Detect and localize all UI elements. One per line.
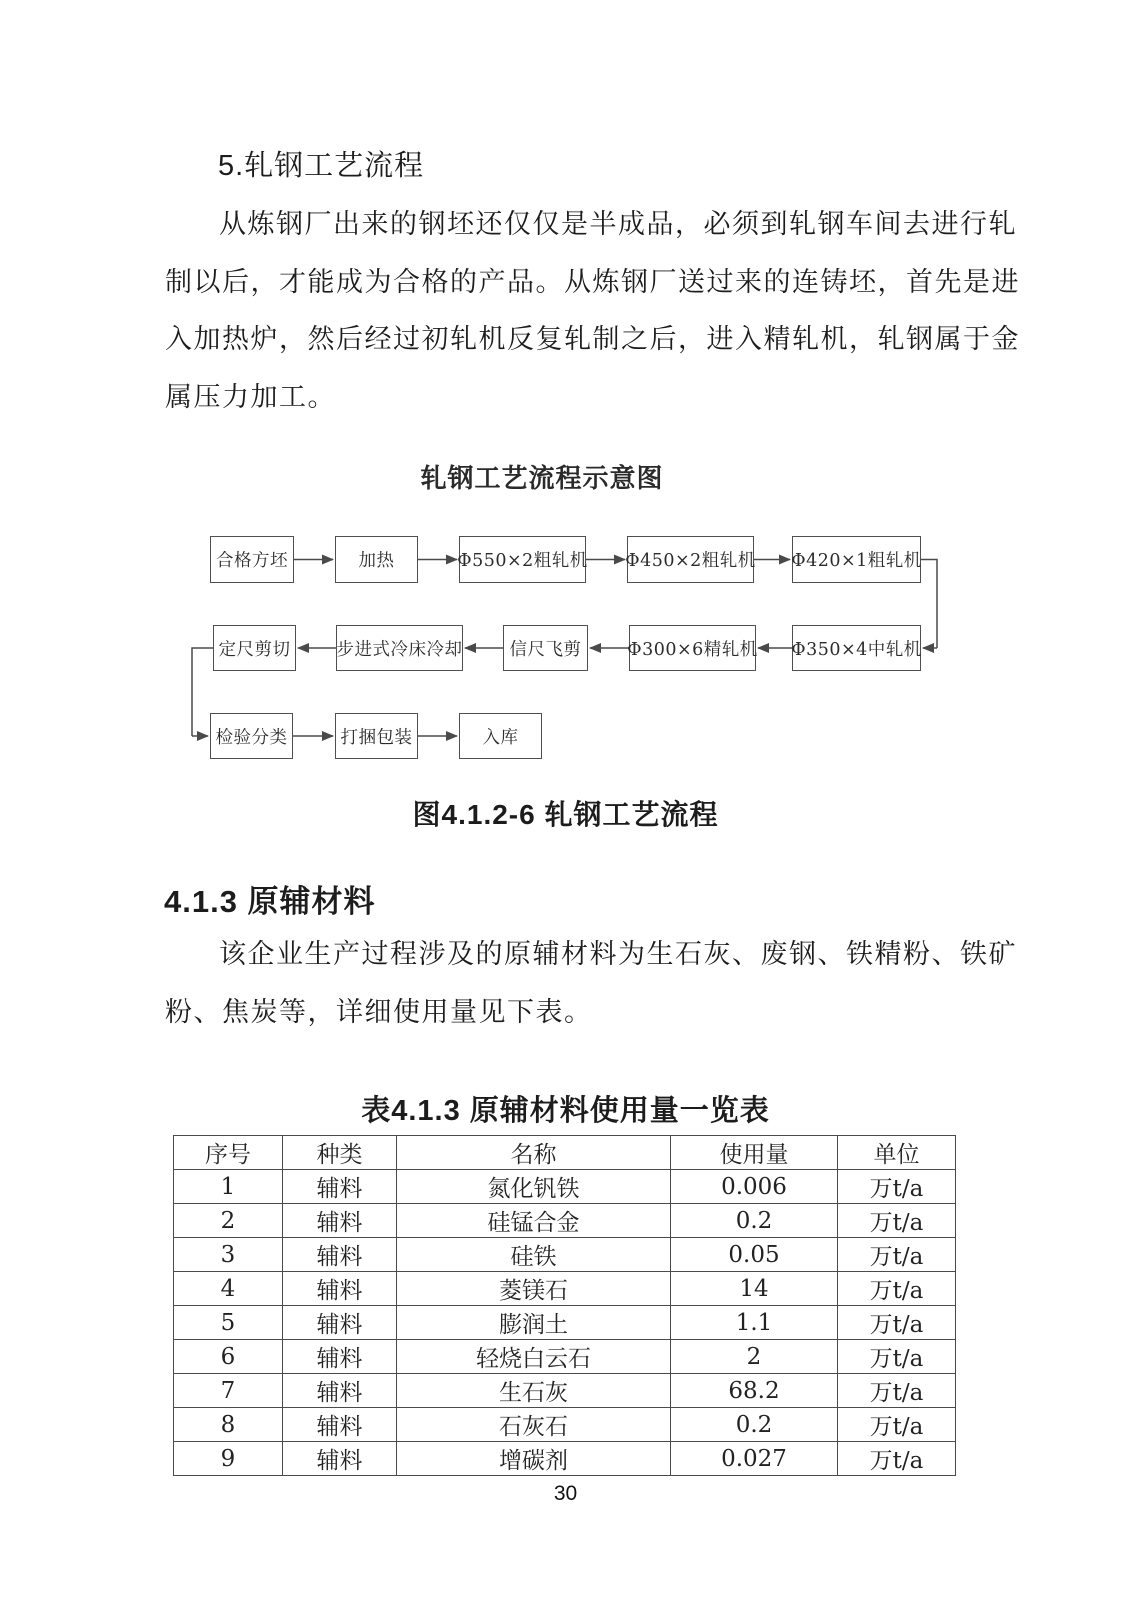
cell-usage: 0.027 [671,1442,838,1476]
cell-category: 辅料 [283,1374,397,1408]
flow-step-bundling: 打捆包装 [335,713,418,759]
cell-usage: 0.006 [671,1170,838,1204]
cell-unit: 万t/a [838,1204,956,1238]
cell-unit: 万t/a [838,1408,956,1442]
cell-unit: 万t/a [838,1306,956,1340]
cell-unit: 万t/a [838,1238,956,1272]
figure-caption: 图4.1.2-6 轧钢工艺流程 [412,799,719,830]
paragraph-line: 入加热炉，然后经过初轧机反复轧制之后，进入精轧机，轧钢属于金 [165,324,1020,355]
cell-index: 1 [174,1170,283,1204]
paragraph-rolling-process [165,196,1020,426]
cell-name: 石灰石 [397,1408,671,1442]
flow-step-heating: 加热 [335,536,418,583]
cell-name: 膨润土 [397,1306,671,1340]
col-header-usage: 使用量 [671,1136,838,1170]
cell-unit: 万t/a [838,1374,956,1408]
table-title: 表4.1.3 原辅材料使用量一览表 [361,1095,770,1127]
col-header-unit: 单位 [838,1136,956,1170]
paragraph-raw-materials [165,926,1017,1041]
cell-index: 5 [174,1306,283,1340]
cell-unit: 万t/a [838,1340,956,1374]
flowchart-title: 轧钢工艺流程示意图 [420,463,664,493]
flow-step-cut-to-length: 定尺剪切 [213,625,296,671]
cell-name: 氮化钒铁 [397,1170,671,1204]
cell-usage: 68.2 [671,1374,838,1408]
cell-index: 3 [174,1238,283,1272]
section-heading: 4.1.3 原辅材料 [164,884,376,919]
process-flow-diagram [0,456,1131,776]
cell-unit: 万t/a [838,1170,956,1204]
flow-step-rough-mill-420: Φ420×1粗轧机 [792,536,921,583]
cell-name: 硅锰合金 [397,1204,671,1238]
table-row [174,1272,956,1306]
table-header-row [174,1136,956,1170]
table-row [174,1374,956,1408]
cell-unit: 万t/a [838,1272,956,1306]
table-row [174,1170,956,1204]
flow-step-cooling-bed: 步进式冷床冷却 [336,625,463,671]
flow-step-finish-mill-300: Φ300×6精轧机 [629,625,756,671]
flow-step-inspection: 检验分类 [210,713,293,759]
paragraph-line: 粉、焦炭等，详细使用量见下表。 [165,996,593,1028]
cell-index: 2 [174,1204,283,1238]
cell-usage: 0.05 [671,1238,838,1272]
cell-category: 辅料 [283,1306,397,1340]
cell-index: 7 [174,1374,283,1408]
cell-name: 生石灰 [397,1374,671,1408]
cell-index: 9 [174,1442,283,1476]
flow-step-middle-mill-350: Φ350×4中轧机 [792,625,921,671]
flow-step-warehousing: 入库 [459,713,542,759]
paragraph-line: 属压力加工。 [165,381,336,413]
subsection-heading: 5.轧钢工艺流程 [218,150,425,182]
paragraph-line: 制以后，才能成为合格的产品。从炼钢厂送过来的连铸坯，首先是进 [165,266,1020,298]
cell-category: 辅料 [283,1340,397,1374]
cell-usage: 2 [671,1340,838,1374]
col-header-index: 序号 [174,1136,283,1170]
cell-category: 辅料 [283,1204,397,1238]
paragraph-line: 从炼钢厂出来的钢坯还仅仅是半成品，必须到轧钢车间去进行轧 [219,209,1017,240]
flow-step-qualified-billet: 合格方坯 [210,536,294,583]
cell-category: 辅料 [283,1408,397,1442]
cell-category: 辅料 [283,1272,397,1306]
materials-usage-table [173,1135,956,1476]
flow-step-flying-shear: 信尺飞剪 [503,625,588,671]
cell-name: 硅铁 [397,1238,671,1272]
table-row [174,1408,956,1442]
cell-name: 菱镁石 [397,1272,671,1306]
table-row [174,1204,956,1238]
page-number: 30 [553,1482,578,1505]
flowchart-connectors [0,456,1131,776]
flow-step-rough-mill-550: Φ550×2粗轧机 [459,536,586,583]
cell-unit: 万t/a [838,1442,956,1476]
cell-usage: 0.2 [671,1408,838,1442]
cell-category: 辅料 [283,1238,397,1272]
table-row [174,1306,956,1340]
paragraph-line: 该企业生产过程涉及的原辅材料为生石灰、废钢、铁精粉、铁矿 [219,939,1017,970]
table-row [174,1238,956,1272]
col-header-name: 名称 [397,1136,671,1170]
cell-usage: 14 [671,1272,838,1306]
cell-index: 4 [174,1272,283,1306]
cell-category: 辅料 [283,1170,397,1204]
cell-usage: 1.1 [671,1306,838,1340]
cell-category: 辅料 [283,1442,397,1476]
flow-step-rough-mill-450: Φ450×2粗轧机 [627,536,754,583]
cell-name: 轻烧白云石 [397,1340,671,1374]
cell-index: 8 [174,1408,283,1442]
cell-index: 6 [174,1340,283,1374]
cell-name: 增碳剂 [397,1442,671,1476]
table-row [174,1340,956,1374]
table-row [174,1442,956,1476]
cell-usage: 0.2 [671,1204,838,1238]
col-header-category: 种类 [283,1136,397,1170]
